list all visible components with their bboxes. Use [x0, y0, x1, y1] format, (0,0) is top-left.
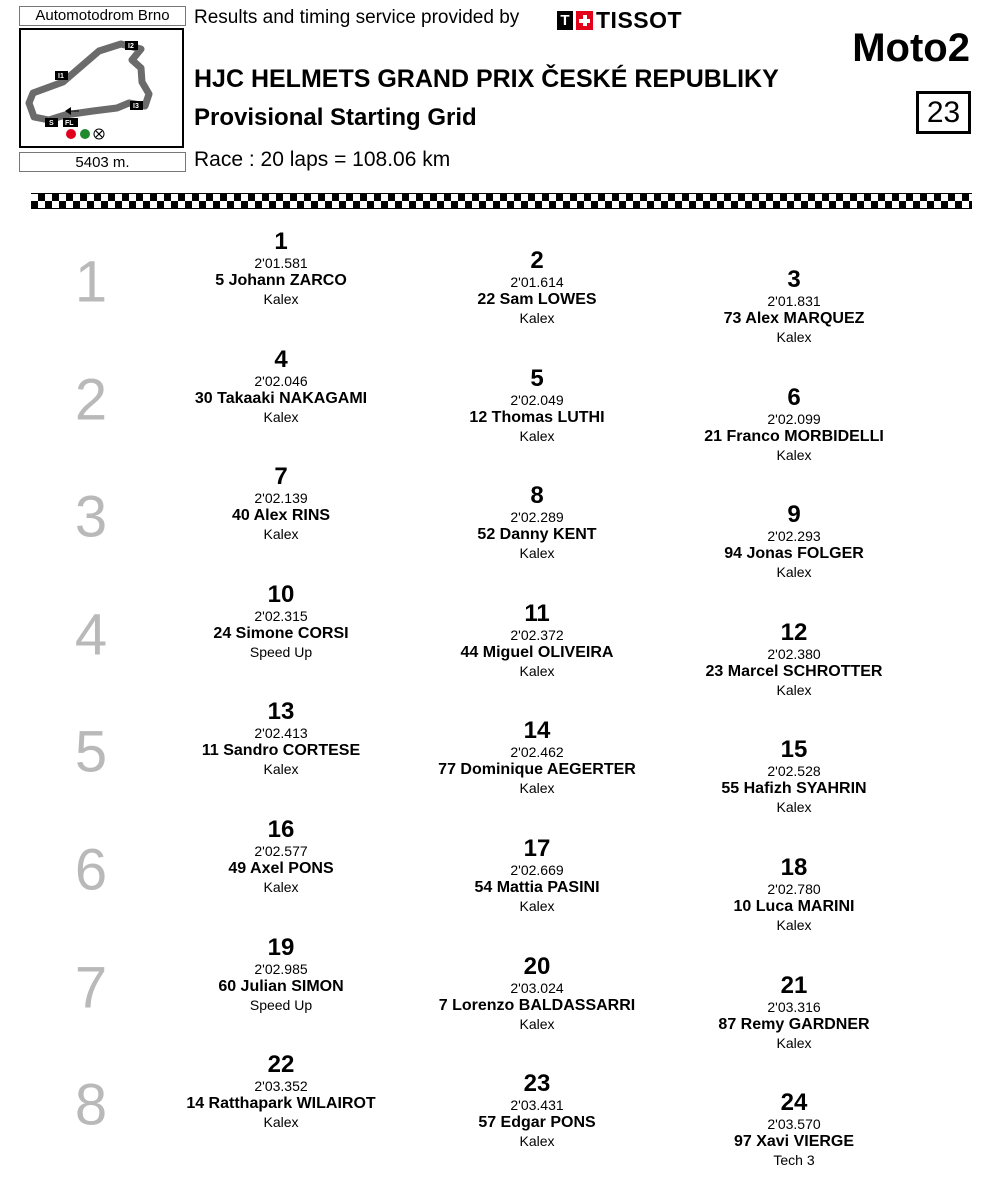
grid-row-label: 8 — [74, 1072, 108, 1138]
svg-text:I3: I3 — [133, 103, 139, 110]
team-name: Kalex — [776, 446, 812, 463]
grid-slot — [151, 230, 411, 308]
qualifying-time: 2'02.577 — [254, 843, 308, 859]
class-name: Moto2 — [852, 26, 970, 70]
qualifying-time: 2'02.293 — [767, 528, 821, 545]
grid-position: 3 — [787, 266, 801, 293]
circuit-name: Automotodrom Brno — [19, 6, 186, 26]
grid-position: 7 — [274, 463, 288, 491]
grid-position: 15 — [780, 736, 808, 764]
qualifying-time: 2'02.780 — [767, 881, 821, 897]
grid-slot — [151, 580, 411, 661]
qualifying-time: 2'02.985 — [254, 960, 308, 977]
grid-slot — [407, 952, 667, 1033]
qualifying-time: 2'03.431 — [510, 1097, 564, 1114]
grid-position: 11 — [524, 599, 550, 627]
rider-name: 60 Julian SIMON — [218, 977, 344, 995]
grid-slot — [664, 1091, 924, 1169]
grid-row-label: 1 — [74, 249, 108, 315]
team-name: Kalex — [776, 1034, 812, 1051]
tissot-logo: T TISSOT — [557, 9, 682, 31]
grid-slot — [151, 345, 411, 426]
team-name: Speed Up — [249, 996, 313, 1013]
rider-name: 21 Franco MORBIDELLI — [704, 427, 884, 445]
grid-position: 18 — [780, 854, 808, 881]
team-name: Kalex — [776, 799, 812, 816]
grid-slot — [664, 738, 924, 816]
grid-slot — [664, 383, 924, 464]
grid-position: 6 — [787, 383, 801, 411]
team-name: Kalex — [263, 408, 299, 425]
qualifying-time: 2'02.315 — [254, 607, 308, 624]
grid-slot — [151, 1053, 411, 1131]
grid-position: 5 — [530, 364, 544, 392]
grid-slot — [151, 465, 411, 543]
rider-name: 97 Xavi VIERGE — [733, 1133, 855, 1151]
grid-slot — [151, 700, 411, 778]
rider-name: 49 Axel PONS — [228, 860, 334, 877]
rider-name: 12 Thomas LUTHI — [469, 408, 605, 426]
rider-name: 55 Hafizh SYAHRIN — [721, 780, 867, 798]
grid-slot — [407, 249, 667, 327]
grid-position: 13 — [267, 698, 295, 726]
svg-text:FL: FL — [65, 120, 74, 127]
team-name: Kalex — [776, 329, 812, 345]
team-name: Kalex — [263, 1114, 299, 1131]
grid-slot — [151, 933, 411, 1014]
qualifying-time: 2'03.352 — [254, 1078, 308, 1095]
grid-position: 9 — [787, 501, 801, 529]
grid-position: 20 — [523, 952, 551, 980]
grid-row-label: 7 — [74, 955, 108, 1021]
rider-name: 54 Mattia PASINI — [474, 879, 600, 896]
svg-text:S: S — [49, 120, 54, 127]
grid-position: 19 — [267, 933, 295, 961]
rider-name: 73 Alex MARQUEZ — [723, 310, 865, 327]
qualifying-time: 2'03.024 — [510, 979, 564, 996]
checkered-flag-divider — [31, 193, 972, 209]
tissot-logo-word: TISSOT — [596, 6, 683, 33]
qualifying-time: 2'02.372 — [510, 626, 564, 643]
rider-name: 5 Johann ZARCO — [215, 272, 347, 289]
svg-text:I2: I2 — [128, 43, 134, 50]
qualifying-time: 2'02.669 — [510, 862, 564, 878]
timing-provider-text: Results and timing service provided by — [194, 7, 520, 28]
grid-position: 12 — [780, 618, 808, 646]
rider-name: 30 Takaaki NAKAGAMI — [194, 389, 368, 407]
swiss-cross-icon — [576, 11, 593, 30]
rider-name: 44 Miguel OLIVEIRA — [460, 643, 614, 661]
grid-row-label: 5 — [74, 719, 108, 785]
grid-position: 17 — [523, 835, 551, 862]
qualifying-time: 2'02.462 — [510, 744, 564, 761]
grid-slot — [664, 971, 924, 1052]
grid-slot — [407, 484, 667, 562]
event-title: HJC HELMETS GRAND PRIX ČESKÉ REPUBLIKY — [194, 65, 779, 93]
grid-row-label: 4 — [74, 602, 108, 668]
grid-slot — [664, 268, 924, 346]
qualifying-time: 2'02.413 — [254, 725, 308, 742]
qualifying-time: 2'02.289 — [510, 509, 564, 526]
track-map — [19, 28, 184, 148]
team-name: Kalex — [263, 879, 299, 895]
grid-slot — [407, 599, 667, 680]
team-name: Kalex — [519, 780, 555, 797]
team-name: Kalex — [519, 545, 555, 562]
rider-name: 11 Sandro CORTESE — [201, 742, 361, 760]
grid-position: 1 — [274, 228, 288, 255]
qualifying-time: 2'01.614 — [510, 274, 564, 290]
rider-name: 7 Lorenzo BALDASSARRI — [438, 996, 636, 1014]
qualifying-time: 2'02.528 — [767, 763, 821, 780]
qualifying-time: 2'02.139 — [254, 490, 308, 507]
grid-slot — [407, 364, 667, 445]
rider-name: 52 Danny KENT — [477, 526, 597, 544]
team-name: Kalex — [519, 427, 555, 444]
grid-slot — [407, 837, 667, 915]
grid-position: 10 — [267, 580, 295, 608]
team-name: Kalex — [519, 1133, 555, 1150]
grid-slot — [664, 618, 924, 699]
grid-position: 16 — [267, 816, 295, 843]
qualifying-time: 2'02.049 — [510, 391, 564, 408]
team-name: Kalex — [519, 1015, 555, 1032]
rider-name: 24 Simone CORSI — [213, 624, 349, 642]
qualifying-time: 2'01.581 — [254, 255, 308, 271]
rider-name: 14 Ratthapark WILAIROT — [186, 1095, 376, 1113]
team-name: Kalex — [263, 291, 299, 307]
grid-slot — [151, 818, 411, 896]
rider-name: 87 Remy GARDNER — [718, 1015, 870, 1033]
grid-row-label: 6 — [74, 837, 108, 903]
rider-name: 10 Luca MARINI — [733, 898, 855, 915]
rider-name: 94 Jonas FOLGER — [724, 545, 864, 563]
grid-slot — [407, 719, 667, 797]
team-name: Kalex — [519, 662, 555, 679]
grid-position: 2 — [530, 247, 544, 274]
grid-position: 22 — [267, 1051, 295, 1079]
team-name: Speed Up — [249, 643, 313, 660]
team-name: Kalex — [263, 761, 299, 778]
team-name: Kalex — [263, 526, 299, 543]
track-map-graphic — [21, 30, 182, 146]
svg-text:I1: I1 — [58, 73, 64, 80]
track-length: 5403 m. — [19, 152, 186, 172]
qualifying-time: 2'02.046 — [254, 372, 308, 389]
rider-name: 40 Alex RINS — [231, 507, 331, 525]
grid-row-label: 3 — [74, 484, 108, 550]
rider-name: 23 Marcel SCHROTTER — [705, 662, 883, 680]
rider-name: 57 Edgar PONS — [478, 1114, 596, 1132]
grid-position: 14 — [523, 717, 551, 745]
rider-name: 22 Sam LOWES — [477, 291, 597, 308]
grid-position: 4 — [274, 345, 288, 373]
grid-position: 21 — [780, 971, 808, 999]
grid-slot — [664, 503, 924, 581]
qualifying-time: 2'03.316 — [767, 998, 821, 1015]
team-name: Kalex — [776, 917, 812, 933]
team-name: Kalex — [776, 564, 812, 581]
qualifying-time: 2'02.099 — [767, 410, 821, 427]
team-name: Tech 3 — [773, 1152, 815, 1169]
grid-slot — [664, 856, 924, 934]
grid-row-label: 2 — [74, 367, 108, 433]
qualifying-time: 2'02.380 — [767, 645, 821, 662]
page-number: 23 — [916, 91, 971, 134]
team-name: Kalex — [519, 310, 555, 326]
grid-slot — [407, 1072, 667, 1150]
grid-position: 24 — [780, 1089, 808, 1117]
team-name: Kalex — [776, 681, 812, 698]
qualifying-time: 2'01.831 — [767, 293, 821, 309]
grid-position: 23 — [523, 1070, 551, 1098]
rider-name: 77 Dominique AEGERTER — [438, 761, 636, 779]
race-info: Race : 20 laps = 108.06 km — [194, 148, 451, 171]
team-name: Kalex — [519, 898, 555, 914]
grid-position: 8 — [530, 482, 544, 510]
qualifying-time: 2'03.570 — [767, 1116, 821, 1133]
document-title: Provisional Starting Grid — [194, 104, 477, 131]
